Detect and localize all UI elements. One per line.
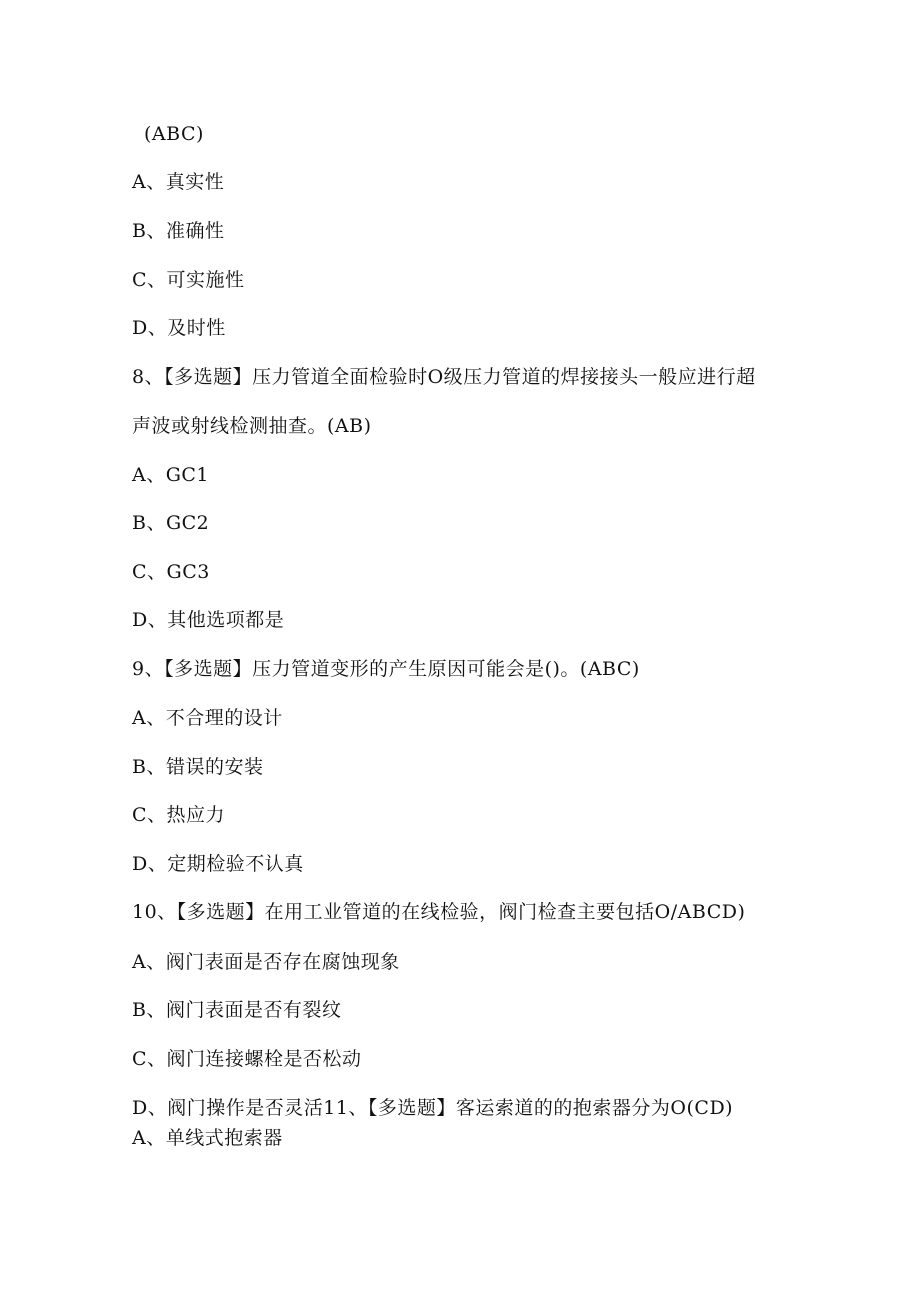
option-line: A、阀门表面是否存在腐蚀现象 <box>132 951 400 973</box>
option-line: B、阀门表面是否有裂纹 <box>132 999 342 1021</box>
option-line: A、单线式抱索器 <box>132 1127 283 1149</box>
option-line: A、不合理的设计 <box>132 707 283 729</box>
question-line: 8、【多选题】压力管道全面检验时O级压力管道的焊接接头一般应进行超 <box>132 366 756 388</box>
option-line: B、GC2 <box>132 512 210 534</box>
option-line: B、错误的安装 <box>132 756 264 778</box>
question-line: 声波或射线检测抽查。(AB) <box>132 415 372 437</box>
option-line: C、可实施性 <box>132 269 245 291</box>
question-line: 9、【多选题】压力管道变形的产生原因可能会是()。(ABC) <box>132 658 640 680</box>
option-line: B、准确性 <box>132 220 225 242</box>
option-line: D、及时性 <box>132 317 226 339</box>
option-line: C、GC3 <box>132 561 210 583</box>
question-line: 10、【多选题】在用工业管道的在线检验，阀门检查主要包括O/ABCD) <box>132 901 746 923</box>
option-line: C、阀门连接螺栓是否松动 <box>132 1048 362 1070</box>
option-line: D、其他选项都是 <box>132 609 285 631</box>
option-line: D、阀门操作是否灵活11、【多选题】客运索道的的抱索器分为O(CD) <box>132 1097 734 1119</box>
option-line: C、热应力 <box>132 804 226 826</box>
answer-line: (ABC) <box>144 123 204 145</box>
option-line: D、定期检验不认真 <box>132 853 304 875</box>
option-line: A、GC1 <box>132 464 210 486</box>
option-line: A、真实性 <box>132 171 225 193</box>
